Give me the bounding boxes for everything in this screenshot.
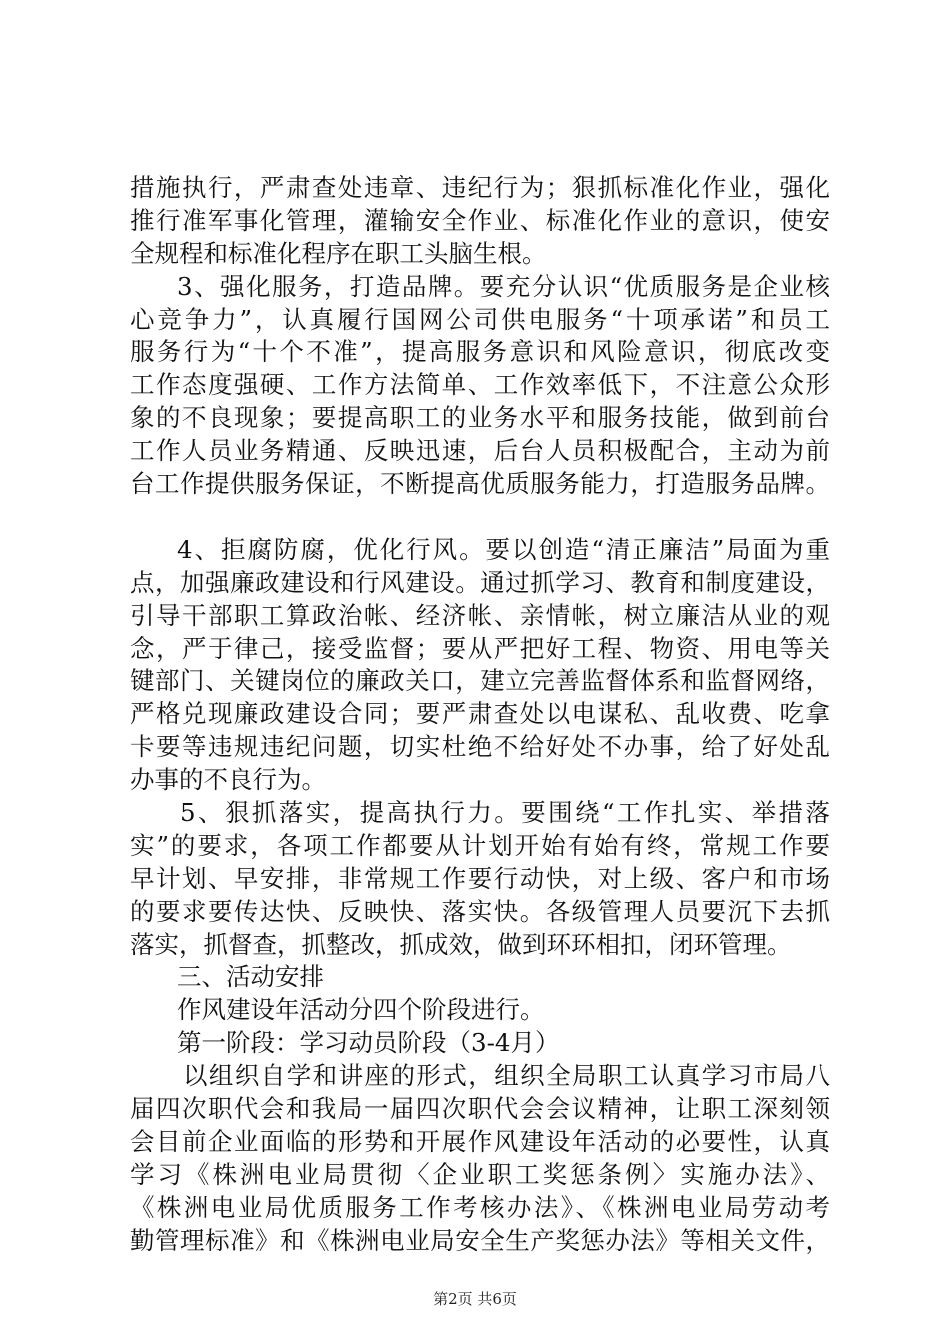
text-line: 5、狠抓落实，提高执行力。要围绕“工作扎实、举措落 (180, 798, 830, 828)
text-line: 的要求要传达快、反映快、落实快。各级管理人员要沉下去抓 (130, 896, 830, 926)
text-line: 会目前企业面临的形势和开展作风建设年活动的必要性，认真 (130, 1126, 830, 1156)
text-line: 勤管理标准》和《株洲电业局安全生产奖惩办法》等相关文件， (130, 1225, 830, 1255)
text-line: 象的不良现象；要提高职工的业务水平和服务技能，做到前台 (130, 403, 830, 433)
text-line: 念，严于律己，接受监督；要从严把好工程、物资、用电等关 (130, 633, 830, 663)
paragraph-gap (130, 501, 830, 534)
text-line: 办事的不良行为。 (130, 765, 326, 795)
text-line: 工作人员业务精通、反映迅速，后台人员积极配合，主动为前 (130, 436, 830, 466)
text-line: 作风建设年活动分四个阶段进行。 (177, 995, 545, 1025)
text-line: 推行准军事化管理，灌输安全作业、标准化作业的意识，使安 (130, 205, 830, 235)
text-line: 以组织自学和讲座的形式，组织全局职工认真学习市局八 (183, 1061, 830, 1091)
text-line: 台工作提供服务保证，不断提高优质服务能力，打造服务品牌。 (130, 469, 830, 499)
text-line: 3、强化服务，打造品牌。要充分认识“优质服务是企业核 (177, 271, 830, 301)
text-line: 实”的要求，各项工作都要从计划开始有始有终，常规工作要 (130, 830, 830, 860)
text-line: 早计划、早安排，非常规工作要行动快，对上级、客户和市场 (130, 863, 830, 893)
text-line: 措施执行，严肃查处违章、违纪行为；狠抓标准化作业，强化 (130, 173, 830, 202)
text-line: 严格兑现廉政建设合同；要严肃查处以电谋私、乱收费、吃拿 (130, 699, 830, 729)
text-line: 工作态度强硬、工作方法简单、工作效率低下，不注意公众形 (130, 370, 830, 400)
stage-heading: 第一阶段：学习动员阶段（3-4月） (177, 1028, 560, 1058)
text-line: 心竞争力”，认真履行国网公司供电服务“十项承诺”和员工 (130, 304, 830, 334)
text-line: 《株洲电业局优质服务工作考核办法》、《株洲电业局劳动考 (130, 1192, 830, 1222)
text-line: 4、拒腐防腐，优化行风。要以创造“清正廉洁”局面为重 (177, 534, 830, 564)
text-line: 全规程和标准化程序在职工头脑生根。 (130, 238, 547, 268)
text-line: 服务行为“十个不准”，提高服务意识和风险意识，彻底改变 (130, 337, 830, 367)
text-line: 引导干部职工算政治帐、经济帐、亲情帐，树立廉洁从业的观 (130, 600, 830, 630)
document-body (130, 172, 830, 1258)
text-line: 届四次职代会和我局一届四次职代会会议精神，让职工深刻领 (130, 1094, 830, 1124)
text-line: 学习《株洲电业局贯彻〈企业职工奖惩条例〉实施办法》、 (130, 1159, 830, 1189)
text-line: 卡要等违规违纪问题，切实杜绝不给好处不办事，给了好处乱 (130, 732, 830, 762)
text-line: 键部门、关键岗位的廉政关口，建立完善监督体系和监督网络， (130, 666, 830, 696)
page-number-footer: 第2页 共6页 (433, 1290, 517, 1308)
section-heading: 三、活动安排 (177, 962, 324, 992)
text-line: 点，加强廉政建设和行风建设。通过抓学习、教育和制度建设， (130, 567, 830, 597)
text-line: 落实，抓督查，抓整改，抓成效，做到环环相扣，闭环管理。 (130, 929, 792, 959)
